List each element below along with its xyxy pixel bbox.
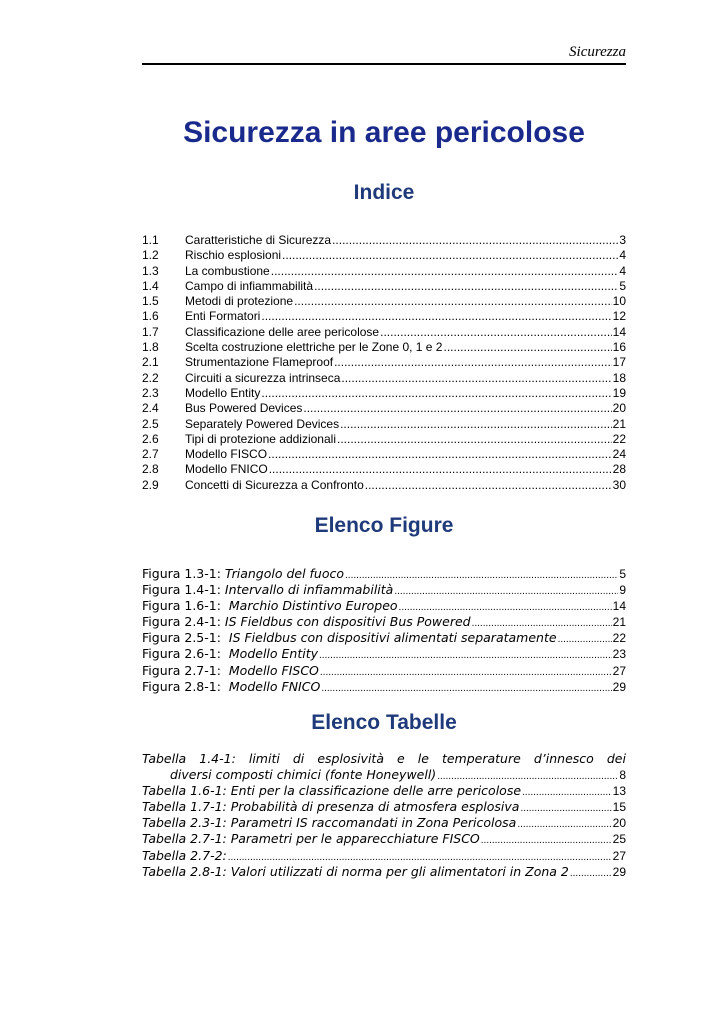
toc-entry-number: 1.7 [142, 324, 159, 339]
toc-entry-number: 2.9 [142, 477, 159, 492]
page-number: 28 [612, 462, 626, 477]
document-title: Sicurezza in aree pericolose [183, 116, 585, 149]
table-entry-caption: diversi composti chimici (fonte Honeywell) [170, 767, 437, 783]
toc-entry[interactable] [142, 447, 626, 462]
figure-caption: Marchio Distintivo Europeo [228, 598, 398, 614]
page-number: 16 [612, 340, 626, 355]
toc-entry-label: Bus Powered Devices [185, 401, 303, 416]
dot-leader [269, 462, 612, 477]
dot-leader [394, 584, 618, 600]
dot-leader [570, 866, 612, 882]
dot-leader [481, 833, 612, 849]
dot-leader [271, 264, 619, 279]
toc-entry-number: 2.3 [142, 385, 159, 400]
toc-entry[interactable] [142, 248, 626, 263]
table-list-item[interactable] [142, 751, 626, 767]
dot-leader [337, 432, 612, 447]
page-number: 13 [612, 784, 626, 799]
page-number: 30 [612, 477, 626, 492]
page-number: 14 [612, 599, 626, 614]
toc-entry[interactable] [142, 371, 626, 386]
page-number: 20 [612, 816, 626, 831]
toc-entry[interactable] [142, 325, 626, 340]
table-entry-word: dei [606, 751, 626, 766]
figure-list-item[interactable] [142, 663, 626, 679]
figure-caption: Intervallo di infiammabilità [224, 582, 394, 598]
toc-entry-number: 1.5 [142, 294, 159, 309]
page-number: 21 [612, 615, 626, 630]
figure-caption: IS Fieldbus con dispositivi Bus Powered [224, 614, 471, 630]
page-number: 22 [612, 631, 626, 646]
dot-leader [303, 401, 611, 416]
toc-entry[interactable] [142, 279, 626, 294]
table-list-item[interactable] [142, 799, 626, 815]
dot-leader [261, 386, 611, 401]
dot-leader [520, 801, 611, 817]
page-number: 19 [612, 385, 626, 400]
toc-entry-number: 2.2 [142, 370, 159, 385]
page-number: 21 [612, 416, 626, 431]
dot-leader [558, 632, 612, 648]
figure-reference: Figura 2.5-1: [142, 630, 229, 646]
dot-leader [517, 817, 611, 833]
toc-entry-label: Modello FNICO [185, 462, 268, 477]
toc-entry-label: Enti Formatori [185, 309, 261, 324]
dot-leader [340, 417, 612, 432]
table-entry-word: le [417, 751, 429, 766]
page-number: 17 [612, 355, 626, 370]
toc-entry[interactable] [142, 294, 626, 309]
page-number: 14 [612, 324, 626, 339]
page-number: 20 [612, 401, 626, 416]
figure-list-item[interactable] [142, 630, 626, 646]
table-entry-word: Tabella [142, 751, 187, 766]
figure-list-item[interactable] [142, 566, 626, 582]
toc-entry[interactable] [142, 355, 626, 370]
page-number: 25 [612, 832, 626, 847]
toc-entry-number: 1.1 [142, 233, 159, 247]
table-entry-word: di [292, 751, 305, 766]
page-number: 5 [619, 567, 626, 581]
figure-reference: Figura 1.4-1: [142, 582, 225, 598]
page-number: 4 [619, 248, 626, 263]
figure-list-item[interactable] [142, 582, 626, 598]
figure-list [142, 566, 626, 695]
table-list [142, 751, 626, 880]
page-number: 10 [612, 294, 626, 309]
toc-entry-label: Campo di infiammabilità [185, 278, 314, 293]
table-entry-word: 1.4-1: [199, 751, 236, 766]
toc-entry-label: Metodi di protezione [185, 294, 294, 309]
dot-leader [365, 478, 612, 493]
dot-leader [320, 665, 612, 681]
toc-entry-number: 2.7 [142, 447, 159, 462]
table-entry-caption: Tabella 1.6-1: Enti per la classificazione delle arre pericolose [142, 783, 522, 799]
toc-entry[interactable] [142, 478, 626, 493]
figure-reference: Figura 2.8-1: [142, 678, 229, 694]
page-number: 27 [612, 848, 626, 863]
toc-entry-number: 1.4 [142, 278, 159, 293]
toc-entry-number: 1.8 [142, 340, 159, 355]
figure-reference: Figura 2.6-1: [142, 646, 229, 662]
table-list-item[interactable] [142, 815, 626, 831]
page-number: 3 [619, 233, 626, 247]
toc-entry-number: 2.8 [142, 462, 159, 477]
table-entry-word: d’innesco [533, 751, 594, 766]
page-number: 29 [612, 679, 626, 694]
dot-leader [282, 248, 618, 263]
table-list-item[interactable] [142, 848, 626, 864]
figure-caption: IS Fieldbus con dispositivi alimentati separatamente [228, 630, 557, 646]
table-list-item-continuation[interactable] [142, 767, 626, 783]
page-number: 5 [619, 278, 626, 293]
table-entry-caption: Tabella 2.7-2: [142, 847, 227, 863]
toc-entry-label: Modello FISCO [185, 447, 268, 462]
figure-list-item[interactable] [142, 598, 626, 614]
page-number: 23 [612, 647, 626, 662]
table-list-item[interactable] [142, 783, 626, 799]
table-entry-caption: Tabella 2.7-1: Parametri per le apparecchiature FISCO [142, 831, 480, 847]
page-number: 27 [612, 663, 626, 678]
dot-leader [443, 340, 611, 355]
toc-entry-label: Caratteristiche di Sicurezza [185, 233, 332, 247]
toc-entry[interactable] [142, 401, 626, 416]
table-of-contents [142, 233, 626, 493]
table-entry-caption: Tabella 1.7-1: Probabilità di presenza di atmosfera esplosiva [142, 799, 520, 815]
toc-entry[interactable] [142, 462, 626, 477]
table-entry-word: temperature [441, 751, 521, 766]
table-entry-first-line [142, 751, 626, 767]
page-number: 12 [612, 309, 626, 324]
table-list-item[interactable] [142, 864, 626, 880]
page-number: 29 [612, 864, 626, 879]
header-rule [142, 63, 626, 65]
table-entry-word: esplosività [317, 751, 384, 766]
figure-list-item[interactable] [142, 679, 626, 695]
dot-leader [268, 447, 612, 462]
figure-reference: Figura 1.6-1: [142, 598, 229, 614]
table-list-heading: Elenco Tabelle [311, 711, 457, 734]
toc-entry-label: Scelta costruzione elettriche per le Zone 0, 1 e 2 [185, 340, 443, 355]
figure-caption: Modello Entity [228, 646, 319, 662]
toc-entry[interactable] [142, 417, 626, 432]
dot-leader [522, 785, 612, 801]
figure-reference: Figura 2.7-1: [142, 662, 229, 678]
toc-entry-label: Rischio esplosioni [185, 248, 282, 263]
dot-leader [261, 309, 611, 324]
table-list-item[interactable] [142, 831, 626, 847]
toc-entry-number: 2.6 [142, 431, 159, 446]
toc-entry-number: 2.4 [142, 401, 159, 416]
page-number: 8 [619, 768, 626, 783]
page-number: 15 [612, 800, 626, 815]
table-entry-word: e [397, 751, 405, 766]
toc-entry[interactable] [142, 432, 626, 447]
toc-entry-number: 1.2 [142, 248, 159, 263]
dot-leader [332, 233, 618, 248]
table-entry-caption: Tabella 2.8-1: Valori utilizzati di norma per gli alimentatori in Zona 2 [142, 863, 569, 879]
toc-entry[interactable] [142, 264, 626, 279]
figure-reference: Figura 1.3-1: [142, 566, 225, 581]
toc-entry-label: Modello Entity [185, 385, 261, 400]
figure-caption: Modello FISCO [228, 662, 319, 678]
toc-entry-label: Classificazione delle aree pericolose [185, 324, 380, 339]
toc-entry-number: 1.6 [142, 309, 159, 324]
figure-list-heading: Elenco Figure [314, 514, 454, 537]
toc-entry[interactable] [142, 386, 626, 401]
toc-entry[interactable] [142, 340, 626, 355]
figure-list-item[interactable] [142, 614, 626, 630]
toc-entry-label: Concetti di Sicurezza a Confronto [185, 477, 364, 492]
toc-entry-label: Separately Powered Devices [185, 416, 340, 431]
toc-entry-label: Strumentazione Flameproof [185, 355, 334, 370]
toc-entry-number: 2.1 [142, 355, 159, 370]
running-header: Sicurezza [569, 44, 626, 60]
page-number: 4 [619, 263, 626, 278]
figure-reference: Figura 2.4-1: [142, 614, 225, 630]
dot-leader [341, 371, 611, 386]
toc-entry-label: Tipi di protezione addizionali [185, 431, 336, 446]
dot-leader [294, 294, 612, 309]
page-number: 18 [612, 370, 626, 385]
toc-entry-label: La combustione [185, 263, 270, 278]
toc-entry-number: 1.3 [142, 263, 159, 278]
figure-caption: Modello FNICO [228, 678, 321, 694]
dot-leader [314, 279, 618, 294]
table-entry-caption: Tabella 2.3-1: Parametri IS raccomandati in Zona Pericolosa [142, 815, 517, 831]
table-entry-word: limiti [248, 751, 280, 766]
toc-entry-number: 2.5 [142, 416, 159, 431]
figure-list-item[interactable] [142, 646, 626, 662]
toc-entry-label: Circuiti a sicurezza intrinseca [185, 370, 341, 385]
dot-leader [334, 355, 612, 370]
figure-caption: Triangolo del fuoco [224, 566, 345, 581]
page-number: 22 [612, 431, 626, 446]
dot-leader [380, 325, 612, 340]
toc-entry[interactable] [142, 309, 626, 324]
dot-leader [321, 681, 611, 697]
page-number: 24 [612, 447, 626, 462]
toc-entry[interactable] [142, 233, 626, 248]
indice-heading: Indice [353, 181, 415, 204]
dot-leader [319, 648, 612, 664]
page-number: 9 [619, 583, 626, 598]
